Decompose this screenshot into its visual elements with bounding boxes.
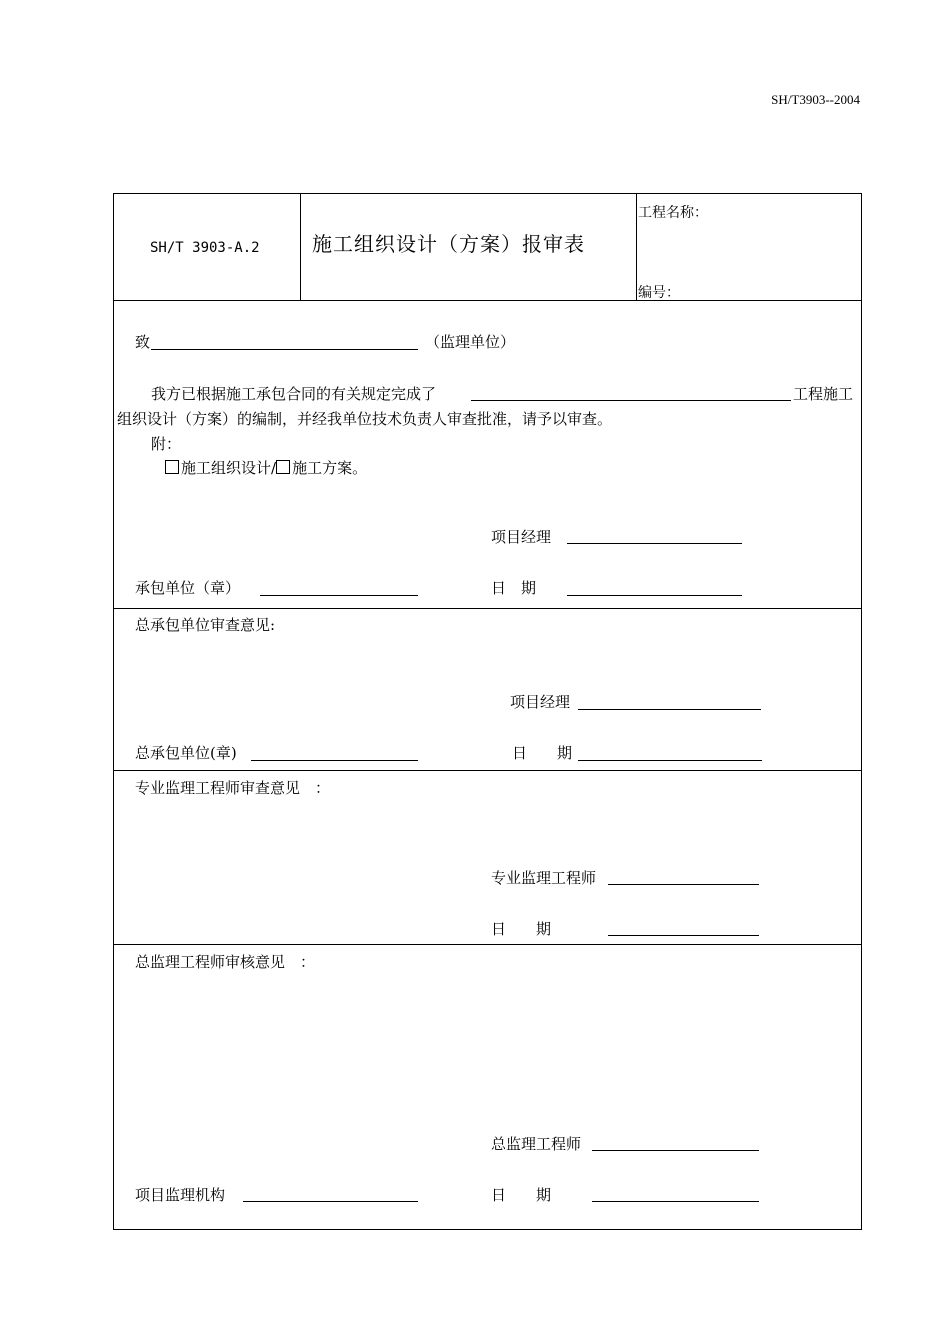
project-manager-input[interactable]: [567, 543, 742, 544]
body-line2: 组织设计（方案）的编制，并经我单位技术负责人审查批准，请予以审查。: [117, 410, 613, 428]
construction-org-design-checkbox[interactable]: [165, 460, 179, 474]
project-name-field[interactable]: 工程名称：: [638, 205, 708, 221]
date-input[interactable]: [567, 595, 742, 596]
form-title-cell: [300, 194, 637, 300]
supervisor-unit-label: （监理单位）: [425, 333, 516, 351]
gc-seal-label: 总承包单位(章): [135, 744, 237, 762]
construction-plan-label: 施工方案。: [292, 459, 368, 477]
body-line1-suffix: 工程施工: [793, 385, 854, 403]
gc-review-section: [114, 609, 861, 771]
project-manager-label: 项目经理: [491, 528, 552, 546]
gc-seal-input[interactable]: [251, 760, 418, 761]
supervisor-unit-input[interactable]: [151, 349, 418, 350]
gc-project-manager-input[interactable]: [578, 709, 761, 710]
gc-date-input[interactable]: [578, 760, 762, 761]
supervision-org-label: 项目监理机构: [135, 1186, 226, 1204]
standard-code: SH/T3903--2004: [771, 92, 860, 107]
to-label: 致: [135, 333, 151, 351]
specialist-date-input[interactable]: [608, 935, 759, 936]
submission-section: [114, 300, 861, 609]
chief-engineer-label: 总监理工程师: [491, 1135, 582, 1153]
form-code: SH/T 3903-A.2: [150, 240, 260, 256]
form-header: [114, 194, 861, 301]
chief-review-heading: 总监理工程师审核意见 ：: [135, 953, 316, 971]
chief-engineer-input[interactable]: [592, 1150, 759, 1151]
project-name-input[interactable]: [471, 400, 791, 401]
body-line1-prefix: 我方已根据施工承包合同的有关规定完成了: [151, 385, 437, 403]
specialist-review-section: [114, 771, 861, 945]
review-form: [113, 193, 862, 1230]
specialist-engineer-input[interactable]: [608, 884, 759, 885]
specialist-review-heading: 专业监理工程师审查意见 ：: [135, 779, 331, 797]
specialist-date-label: 日 期: [491, 920, 552, 938]
construction-org-design-label: 施工组织设计/: [181, 459, 277, 477]
form-title: 施工组织设计（方案）报审表: [312, 232, 585, 256]
serial-number-field[interactable]: 编号：: [638, 285, 680, 301]
attachment-options: [165, 457, 367, 478]
form-code-cell: [114, 194, 301, 300]
chief-review-section: [114, 945, 861, 1229]
chief-date-input[interactable]: [592, 1201, 759, 1202]
attachment-label: 附：: [151, 435, 182, 453]
chief-date-label: 日 期: [491, 1186, 552, 1204]
supervision-org-input[interactable]: [243, 1201, 418, 1202]
contractor-seal-label: 承包单位（章）: [135, 579, 241, 597]
construction-plan-checkbox[interactable]: [276, 460, 290, 474]
gc-date-label: 日 期: [512, 744, 573, 762]
contractor-seal-input[interactable]: [260, 595, 418, 596]
gc-project-manager-label: 项目经理: [510, 693, 571, 711]
date-label: 日 期: [491, 579, 537, 597]
specialist-engineer-label: 专业监理工程师: [491, 869, 597, 887]
gc-review-heading: 总承包单位审查意见:: [135, 616, 276, 634]
